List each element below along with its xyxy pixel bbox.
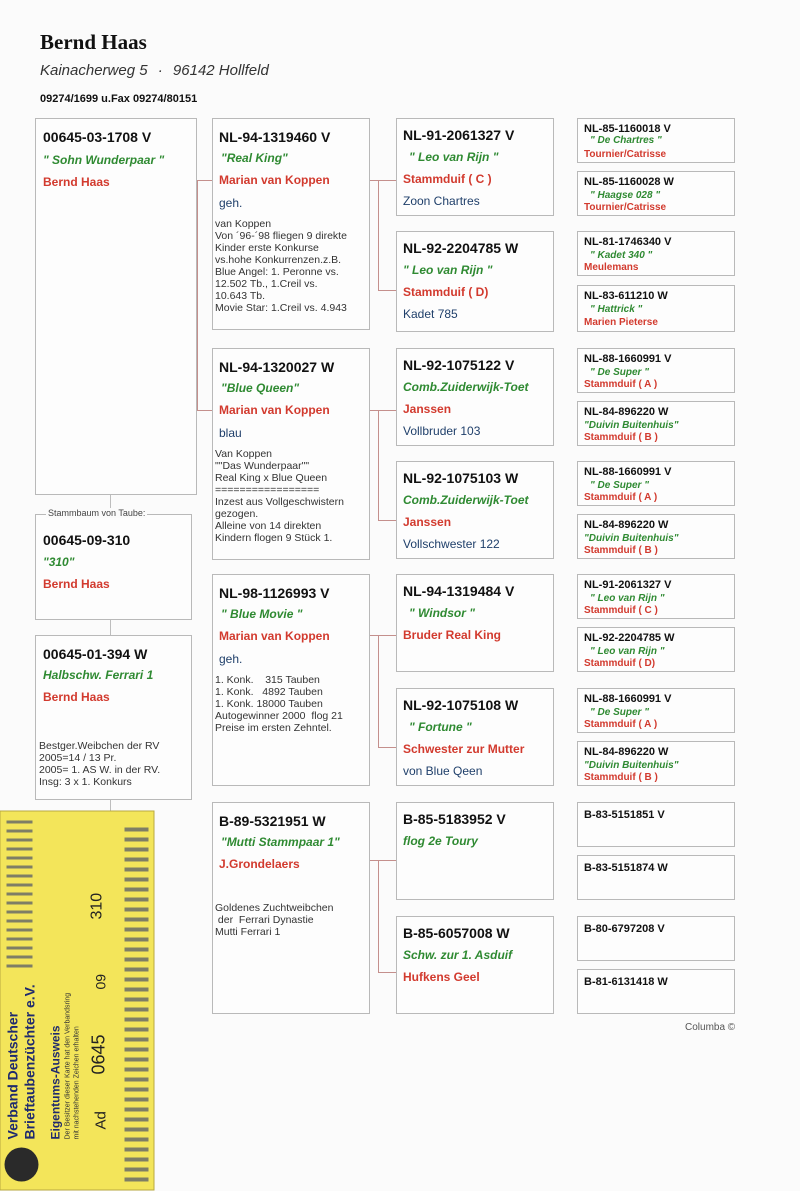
address-street: Kainacherweg 5 [40,62,148,79]
card-club-number: 0645 [88,1034,109,1075]
connector-lv2-2v [378,410,379,520]
subject-owner: Bernd Haas [43,175,110,189]
parent-extra: blau [219,426,242,440]
grandparent-owner: Stammduif ( C ) [403,172,492,186]
grandparent-card [396,802,554,900]
great-ring: NL-84-896220 W [584,406,669,418]
grandparent-owner: Schwester zur Mutter [403,742,525,756]
card-org-line2: Brieftaubenzüchter e.V. [21,984,38,1140]
card-pattern-top [7,818,33,968]
grandparent-ring: NL-92-1075108 W [403,697,519,713]
dam-owner: Bernd Haas [43,690,110,704]
stammbaum-ring: 00645-09-310 [43,532,131,548]
parent-owner: Marian van Koppen [219,173,330,187]
great-grandparent-card [577,461,735,506]
great-grandparent-card [577,802,735,847]
great-grandparent-card [577,574,735,619]
ownership-card [0,811,155,1191]
great-name: " Hattrick " [590,304,643,315]
great-grandparent-card [577,627,735,672]
grandparent-ring: NL-92-2204785 W [403,240,519,256]
connector-lv1-b [197,410,213,411]
connector-lv2-4 [370,860,396,861]
great-owner: Tournier/Catrisse [584,202,667,213]
grandparent-extra: Vollschwester 122 [403,537,500,551]
great-owner: Meulemans [584,262,639,273]
parent-card [212,802,370,1014]
great-ring: NL-88-1660991 V [584,466,672,478]
parent-name: "Mutti Stammpaar 1" [221,835,340,849]
connector-lv2-2 [370,410,396,411]
great-ring: B-83-5151874 W [584,862,668,874]
parent-notes: van Koppen Von ´96-´98 fliegen 9 direkte Kinder erste Konkurse vs.hohe Konkurrenzen.z.B. Blue Angel: 1. Peronne vs. 12.502 Tb., 1.Creil vs. 10.643 Tb. Movie Star: 1.Creil vs. 4.943 [215,218,347,314]
grandparent-extra: Kadet 785 [403,307,458,321]
card-logo [5,1148,39,1182]
grandparent-extra: von Blue Qeen [403,764,483,778]
parent-card [212,118,370,330]
great-name: " Leo van Rijn " [590,646,665,657]
connector-stammbaum-dam [110,620,111,635]
grandparent-extra: Zoon Chartres [403,194,480,208]
connector-lv1-a-v [197,180,198,410]
card-year: 09 [92,973,109,990]
connector-lv2-1v [378,180,379,290]
connector-lv2-3 [370,635,396,636]
great-ring: NL-85-1160028 W [584,176,674,188]
grandparent-card [396,231,554,332]
great-grandparent-card [577,401,735,446]
connector-lv2-1 [370,180,396,181]
grandparent-card [396,118,554,216]
connector-lv2-1b [378,290,396,291]
card-prefix: Ad [92,1111,110,1130]
great-owner: Stammduif ( B ) [584,545,658,556]
great-ring: NL-83-611210 W [584,290,668,302]
grandparent-extra: Vollbruder 103 [403,424,481,438]
great-name: " Haagse 028 " [590,190,661,201]
grandparent-name: " Windsor " [409,606,475,620]
great-ring: NL-88-1660991 V [584,693,672,705]
great-ring: B-83-5151851 V [584,809,665,821]
parent-name: "Real King" [221,151,288,165]
great-grandparent-card [577,231,735,276]
parent-extra: geh. [219,196,243,210]
great-ring: NL-88-1660991 V [584,353,672,365]
parent-extra: geh. [219,652,243,666]
breeder-address [40,62,269,79]
great-grandparent-card [577,688,735,733]
subject-name: " Sohn Wunderpaar " [43,153,165,167]
breeder-name: Bernd Haas [40,30,147,54]
great-owner: Stammduif ( B ) [584,772,658,783]
grandparent-card [396,916,554,1014]
great-grandparent-card [577,171,735,216]
grandparent-card [396,574,554,672]
grandparent-name: Comb.Zuiderwijk-Toet [403,493,529,507]
great-name: "Duivin Buitenhuis" [584,533,679,544]
great-grandparent-card [577,118,735,163]
parent-notes: Van Koppen ""Das Wunderpaar"" Real King x Blue Queen ================= Inzest aus Vollgeschwistern gezogen. Alleine von 14 direkten Kindern flogen 9 Stück 1. [215,448,344,544]
dam-notes: Bestger.Weibchen der RV 2005=14 / 13 Pr. 2005= 1. AS W. in der RV. Insg: 3 x 1. Konkurs [39,740,161,788]
grandparent-owner: Hufkens Geel [403,970,480,984]
parent-ring: B-89-5321951 W [219,813,326,829]
dam-ring: 00645-01-394 W [43,646,148,662]
great-owner: Stammduif ( A ) [584,719,658,730]
breeder-phone: 09274/1699 u.Fax 09274/80151 [40,93,198,105]
stammbaum-label: Stammbaum von Taube: [48,508,146,518]
grandparent-card [396,461,554,559]
great-name: " Kadet 340 " [590,250,653,261]
grandparent-name: Comb.Zuiderwijk-Toet [403,380,529,394]
great-name: " De Super " [590,707,649,718]
connector-subject-stammbaum [110,495,111,509]
great-ring: NL-91-2061327 V [584,579,672,591]
parent-card [212,574,370,786]
address-city: 96142 Hollfeld [172,62,269,79]
card-org-line1: Verband Deutscher [4,1011,21,1140]
parent-ring: NL-94-1319460 V [219,129,331,145]
great-grandparent-card [577,741,735,786]
parent-owner: Marian van Koppen [219,629,330,643]
card-title: Eigentums-Ausweis [48,1025,63,1140]
great-owner: Stammduif ( B ) [584,432,658,443]
great-ring: NL-81-1746340 V [584,236,672,248]
great-ring: B-81-6131418 W [584,976,668,988]
grandparent-owner: Janssen [403,515,452,529]
parent-name: " Blue Movie " [221,607,303,621]
parent-name: "Blue Queen" [221,381,300,395]
great-owner: Stammduif ( D) [584,658,656,669]
parent-ring: NL-94-1320027 W [219,359,335,375]
grandparent-card [396,348,554,446]
grandparent-name: flog 2e Toury [403,834,478,848]
great-owner: Marien Pieterse [584,317,658,328]
connector-lv2-2b [378,520,396,521]
connector-lv2-3b [378,747,396,748]
great-ring: NL-84-896220 W [584,746,669,758]
great-name: "Duivin Buitenhuis" [584,760,679,771]
great-grandparent-card [577,969,735,1014]
grandparent-name: Schw. zur 1. Asduif [403,948,513,962]
grandparent-ring: B-85-6057008 W [403,925,510,941]
grandparent-ring: NL-91-2061327 V [403,127,515,143]
great-ring: NL-92-2204785 W [584,632,675,644]
subject-ring: 00645-03-1708 V [43,129,152,145]
great-ring: B-80-6797208 V [584,923,665,935]
stammbaum-name: "310" [43,555,75,569]
dam-card [35,635,192,800]
card-ring-number: 310 [88,892,106,920]
great-grandparent-card [577,514,735,559]
great-name: "Duivin Buitenhuis" [584,420,679,431]
subject-card [35,118,197,495]
connector-lv1-a [197,180,213,181]
address-separator: · [157,62,163,79]
card-fine-print: Der Besitzer dieser Karte hat den Verbandsring mit nachstehenden Zeichen erhalten [64,992,81,1140]
grandparent-ring: NL-94-1319484 V [403,583,515,599]
grandparent-name: " Leo van Rijn " [409,150,499,164]
dam-name: Halbschw. Ferrari 1 [43,668,154,682]
great-owner: Stammduif ( A ) [584,492,658,503]
card-pattern-bottom [125,822,149,1182]
grandparent-ring: NL-92-1075103 W [403,470,519,486]
great-name: " De Super " [590,367,649,378]
great-ring: NL-84-896220 W [584,519,669,531]
great-grandparent-card [577,348,735,393]
parent-ring: NL-98-1126993 V [219,585,330,601]
great-owner: Stammduif ( C ) [584,605,658,616]
grandparent-owner: Stammduif ( D) [403,285,489,299]
connector-lv2-4b [378,972,396,973]
parent-notes: Goldenes Zuchtweibchen der Ferrari Dynastie Mutti Ferrari 1 [215,902,334,938]
footer-brand: Columba © [685,1022,736,1033]
great-grandparent-card [577,855,735,900]
grandparent-card [396,688,554,786]
stammbaum-card [35,514,192,620]
grandparent-owner: Bruder Real King [403,628,502,642]
connector-lv2-4v [378,860,379,972]
parent-card [212,348,370,560]
parent-notes: 1. Konk. 315 Tauben 1. Konk. 4892 Tauben 1. Konk. 18000 Tauben Autogewinner 2000 flog 21 Preise im ersten Zehntel. [215,674,343,734]
great-name: " Leo van Rijn " [590,593,665,604]
great-ring: NL-85-1160018 V [584,123,671,135]
great-name: " De Chartres " [590,135,662,146]
grandparent-ring: B-85-5183952 V [403,811,506,827]
grandparent-name: " Fortune " [409,720,472,734]
great-owner: Stammduif ( A ) [584,379,658,390]
great-name: " De Super " [590,480,649,491]
grandparent-name: " Leo van Rijn " [403,263,493,277]
great-grandparent-card [577,916,735,961]
great-owner: Tournier/Catrisse [584,149,667,160]
connector-lv2-3v [378,635,379,747]
great-grandparent-card [577,285,735,332]
stammbaum-owner: Bernd Haas [43,577,110,591]
parent-owner: J.Grondelaers [219,857,300,871]
parent-owner: Marian van Koppen [219,403,330,417]
grandparent-owner: Janssen [403,402,452,416]
grandparent-ring: NL-92-1075122 V [403,357,515,373]
